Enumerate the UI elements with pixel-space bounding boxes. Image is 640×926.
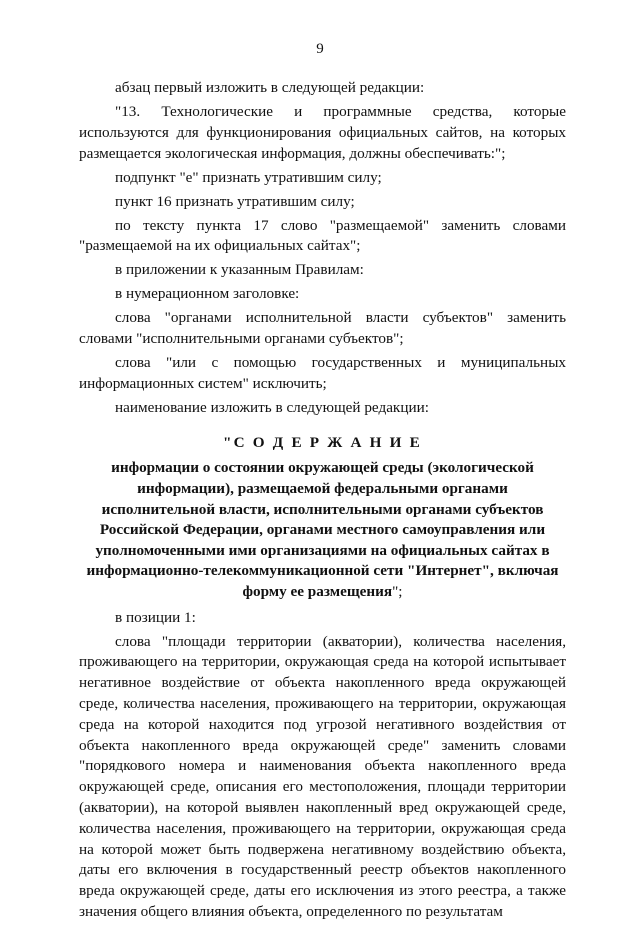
- page-number: 9: [316, 41, 324, 57]
- paragraph: наименование изложить в следующей редакции:: [115, 398, 429, 416]
- section-heading: "С О Д Е Р Ж А Н И Е: [223, 433, 422, 451]
- paragraph: по тексту пункта 17 слово "размещаемой" заменить словами "размещаемой на их официальных сайтах";: [79, 216, 566, 255]
- paragraph: слова "органами исполнительной власти субъектов" заменить словами "исполнительными органами субъектов";: [79, 309, 566, 348]
- paragraph: в позиции 1:: [115, 608, 196, 626]
- subheading-text: информации о состоянии окружающей среды (экологической информации), размещаемой федеральными органами исполнительной власти, исполнительными органами субъектов Российской Федерации, органами местного самоуправления или уполномоченными ими организациями на официальных сайтах в информационно-телекоммуникационной сети "Интернет", включая форму ее размещения: [86, 459, 559, 600]
- subheading-closing-quote: ";: [392, 583, 403, 600]
- paragraph: "13. Технологические и программные средства, которые используются для функционирования официальных сайтов, на которых размещается экологическая информация, должны обеспечивать:";: [79, 102, 566, 162]
- paragraph: слова "или с помощью государственных и муниципальных информационных систем" исключить;: [79, 354, 566, 392]
- section-subheading: [79, 458, 566, 602]
- paragraph: пункт 16 признать утратившим силу;: [115, 192, 355, 210]
- paragraph: в приложении к указанным Правилам:: [115, 261, 364, 279]
- document-body: [79, 78, 566, 926]
- paragraph: в нумерационном заголовке:: [115, 285, 300, 303]
- paragraph: абзац первый изложить в следующей редакции:: [115, 79, 425, 96]
- paragraph: слова "площади территории (акватории), количества населения, проживающего на территории, окружающая среда на которой испытывает негативное воздействие от объекта накопленного вреда окружающей среде, количества населения, проживающего на территории, окружающая среда на которой находится под угрозой негативного воздействия от объекта накопленного вреда окружающей среде" заменить словами "порядкового номера и наименования объекта накопленного вреда окружающей среде, описания его местоположения, площади территории (акватории), на которой выявлен накопленный вред окружающей среде, количества населения, проживающего на территории, окружающая среда на которой может быть подвержена негативному воздействию объекта, даты его включения в государственный реестр объектов накопленного вреда окружающей среде, даты его исключения из этого реестра, а также значения общего влияния объекта, определенного по результатам: [79, 632, 566, 920]
- paragraph: подпункт "е" признать утратившим силу;: [115, 168, 382, 186]
